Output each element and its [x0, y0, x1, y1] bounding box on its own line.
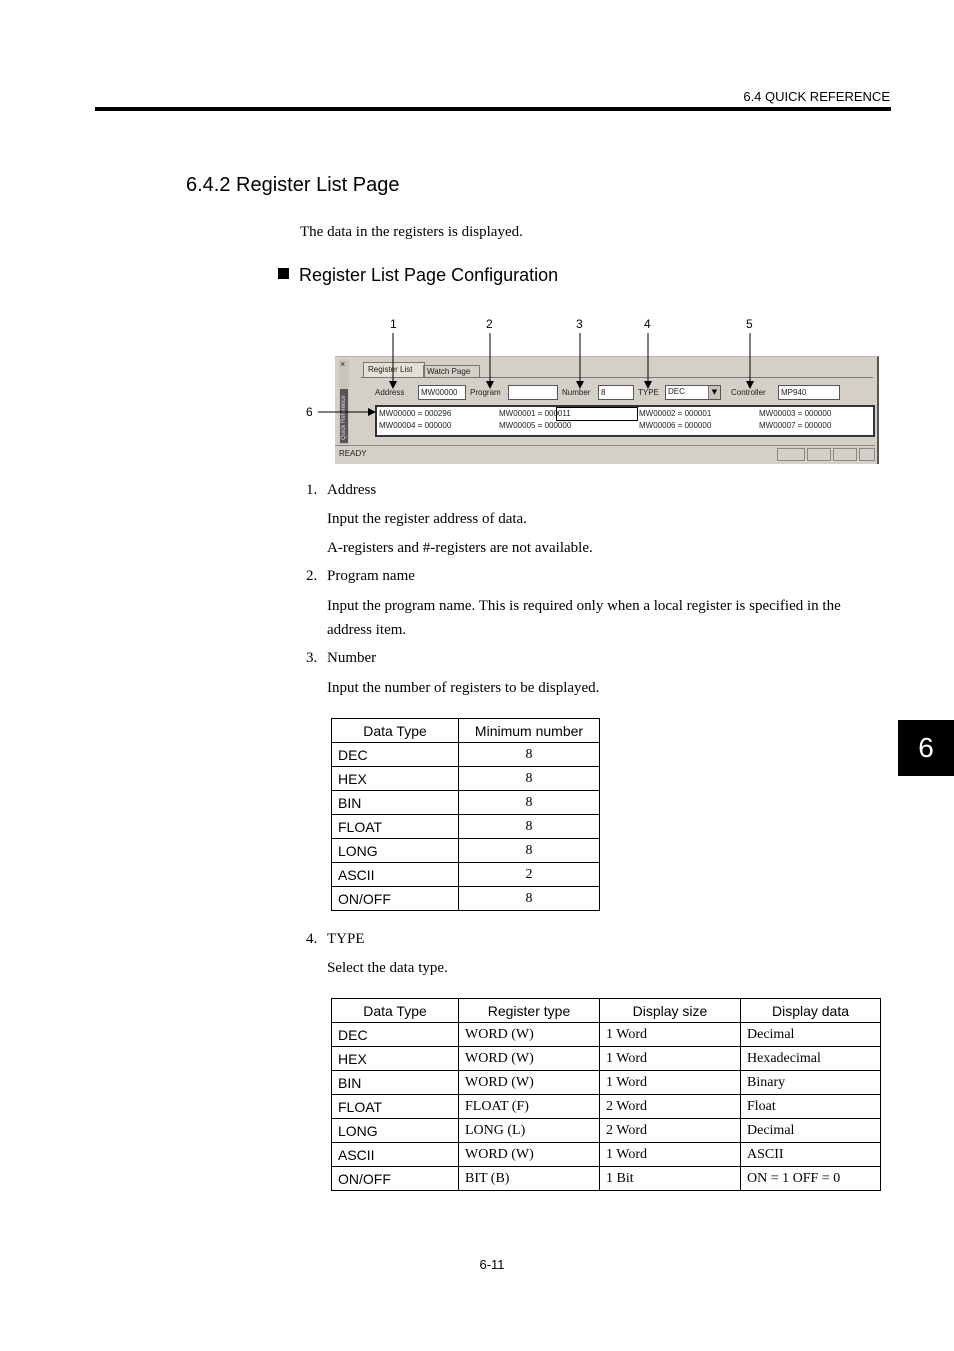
table-cell: 1 Word: [600, 1047, 741, 1071]
table-row: [332, 815, 600, 839]
table-header-cell: Data Type: [332, 719, 459, 743]
table-cell: 8: [459, 791, 600, 815]
list-item-2-number: 2.: [306, 568, 318, 584]
minimum-number-table: [331, 718, 600, 911]
callout-2: 2: [486, 317, 493, 331]
table-cell: ASCII: [332, 863, 459, 887]
table-row: [332, 743, 600, 767]
table-cell: 1 Word: [600, 1143, 741, 1167]
table-row: [332, 1143, 881, 1167]
table-row: [332, 839, 600, 863]
table-header-cell: Display data: [741, 999, 881, 1023]
table-cell: 2: [459, 863, 600, 887]
table-cell: HEX: [332, 1047, 459, 1071]
controller-label: Controller: [731, 388, 766, 397]
address-input[interactable]: MW00000: [418, 385, 466, 400]
table-header-row: [332, 719, 600, 743]
table-cell: FLOAT: [332, 1095, 459, 1119]
list-item-1-body: Input the register address of data.: [327, 511, 527, 527]
list-item-3-title: Number: [327, 650, 377, 666]
table-row: [332, 791, 600, 815]
table-cell: 1 Word: [600, 1023, 741, 1047]
table-cell: LONG: [332, 839, 459, 863]
number-label: Number: [562, 388, 591, 397]
register-cell[interactable]: MW00003 = 000000: [759, 409, 832, 418]
callout-3: 3: [576, 317, 583, 331]
table-cell: HEX: [332, 767, 459, 791]
section-title: 6.4.2 Register List Page: [186, 174, 400, 196]
type-label: TYPE: [638, 388, 659, 397]
list-item-2-body: Input the program name. This is required only when a local register is specified in the address item.: [327, 598, 841, 638]
table-cell: 8: [459, 887, 600, 911]
table-cell: WORD (W): [459, 1047, 600, 1071]
table-cell: FLOAT: [332, 815, 459, 839]
running-head: 6.4 QUICK REFERENCE: [743, 89, 890, 104]
list-item-4-number: 4.: [306, 931, 318, 947]
table-cell: ASCII: [741, 1143, 881, 1167]
table-cell: Binary: [741, 1071, 881, 1095]
table-header-cell: Minimum number: [459, 719, 600, 743]
table-row: [332, 1047, 881, 1071]
table-cell: BIN: [332, 1071, 459, 1095]
number-input[interactable]: 8: [598, 385, 634, 400]
status-text: READY: [339, 449, 367, 458]
table-cell: Decimal: [741, 1119, 881, 1143]
table-header-cell: Data Type: [332, 999, 459, 1023]
tab-register-list[interactable]: Register List: [363, 362, 425, 377]
table-row: [332, 767, 600, 791]
table-cell: 1 Bit: [600, 1167, 741, 1191]
page-number: 6-11: [479, 1257, 505, 1272]
close-icon[interactable]: ×: [340, 359, 346, 369]
table-cell: FLOAT (F): [459, 1095, 600, 1119]
table-cell: ASCII: [332, 1143, 459, 1167]
list-item-4-title: TYPE: [327, 931, 365, 947]
list-item-3-body: Input the number of registers to be displayed.: [327, 680, 600, 696]
table-header-cell: Display size: [600, 999, 741, 1023]
callout-5: 5: [746, 317, 753, 331]
table-cell: DEC: [332, 1023, 459, 1047]
table-cell: 8: [459, 839, 600, 863]
table-cell: ON/OFF: [332, 887, 459, 911]
register-cell[interactable]: MW00001 = 000011: [499, 409, 571, 418]
table-cell: WORD (W): [459, 1143, 600, 1167]
table-cell: LONG: [332, 1119, 459, 1143]
table-row: [332, 1095, 881, 1119]
table-cell: Float: [741, 1095, 881, 1119]
table-cell: Hexadecimal: [741, 1047, 881, 1071]
list-item-2-title: Program name: [327, 568, 415, 584]
table-row: [332, 1071, 881, 1095]
register-cell[interactable]: MW00005 = 000000: [499, 421, 572, 430]
table-header-cell: Register type: [459, 999, 600, 1023]
callout-1: 1: [390, 317, 397, 331]
chapter-tab: 6: [898, 720, 954, 776]
register-cell[interactable]: MW00002 = 000001: [639, 409, 712, 418]
table-header-row: [332, 999, 881, 1023]
controller-input[interactable]: MP940: [778, 385, 840, 400]
register-cell[interactable]: MW00007 = 000000: [759, 421, 832, 430]
register-cell[interactable]: MW00004 = 000000: [379, 421, 452, 430]
side-tab-label: Quick Reference: [341, 395, 347, 440]
table-cell: DEC: [332, 743, 459, 767]
type-select-value: DEC: [668, 387, 685, 396]
table-row: [332, 1167, 881, 1191]
tab-watch-page[interactable]: Watch Page: [423, 365, 480, 378]
callout-4: 4: [644, 317, 651, 331]
register-cell[interactable]: MW00000 = 000296: [379, 409, 452, 418]
table-cell: WORD (W): [459, 1023, 600, 1047]
list-item-1-body: A-registers and #-registers are not available.: [327, 540, 593, 556]
table-cell: BIT (B): [459, 1167, 600, 1191]
table-cell: ON/OFF: [332, 1167, 459, 1191]
program-label: Program: [470, 388, 501, 397]
subsection-title-text: Register List Page Configuration: [299, 265, 559, 285]
table-row: [332, 1023, 881, 1047]
table-cell: BIN: [332, 791, 459, 815]
table-cell: WORD (W): [459, 1071, 600, 1095]
dropdown-arrow-icon[interactable]: ▼: [708, 386, 720, 399]
table-cell: 1 Word: [600, 1071, 741, 1095]
table-row: [332, 1119, 881, 1143]
list-item-4-body: Select the data type.: [327, 960, 448, 976]
table-cell: 8: [459, 767, 600, 791]
address-label: Address: [375, 388, 405, 397]
table-cell: ON = 1 OFF = 0: [741, 1167, 881, 1191]
table-cell: 8: [459, 743, 600, 767]
register-cell[interactable]: MW00006 = 000000: [639, 421, 712, 430]
data-type-table: [331, 998, 881, 1191]
callout-6: 6: [306, 405, 313, 419]
intro-paragraph: The data in the registers is displayed.: [300, 224, 523, 240]
list-item-3-number: 3.: [306, 650, 318, 666]
list-item-1-number: 1.: [306, 482, 318, 498]
table-cell: 8: [459, 815, 600, 839]
table-cell: 2 Word: [600, 1095, 741, 1119]
table-cell: Decimal: [741, 1023, 881, 1047]
table-row: [332, 863, 600, 887]
table-cell: 2 Word: [600, 1119, 741, 1143]
table-row: [332, 887, 600, 911]
list-item-1-title: Address: [327, 482, 377, 498]
table-cell: LONG (L): [459, 1119, 600, 1143]
